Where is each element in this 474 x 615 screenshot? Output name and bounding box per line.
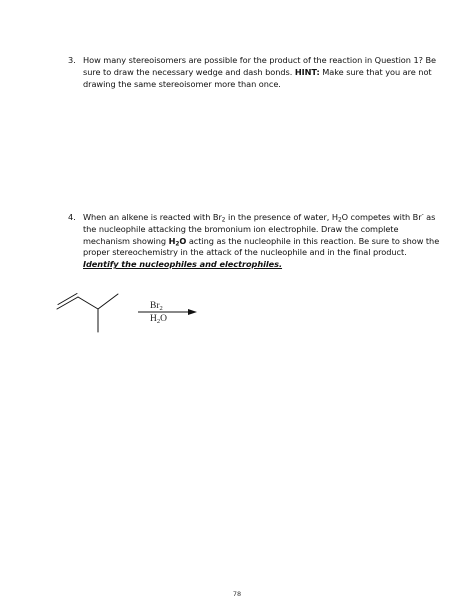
q4-l3-b: acting as the nucleophile in this reaction. Be sure to show the [186, 235, 440, 246]
q4-l1-c: O competes with Br [341, 212, 422, 222]
page-number: 78 [232, 590, 242, 598]
reagent-br-sub: 2 [159, 305, 163, 312]
reagent-water [150, 314, 167, 325]
q4-l1-d: as [423, 212, 436, 222]
question-3-line-2-start: sure to draw the necessary wedge and dash bonds. [83, 66, 295, 77]
reagent-bromine [150, 301, 163, 312]
question-3-line-3: drawing the same stereoisomer more than once. [83, 78, 281, 89]
reagent-h: H [150, 314, 157, 324]
bond-c3-methyl [98, 294, 118, 309]
question-3-line-2-end: Make sure that you are not [319, 66, 432, 77]
q4-l3-o: O [179, 235, 187, 246]
q4-l3-a: mechanism showing [83, 235, 169, 246]
q4-l3-sub: 2 [175, 241, 180, 248]
reagent-h-sub: 2 [156, 318, 161, 325]
q4-l1-sub2: 2 [337, 217, 342, 224]
q4-l1-sub: 2 [221, 217, 226, 224]
question-4-number: 4. [68, 212, 76, 222]
alkene-structure [57, 294, 118, 333]
question-4-line-4: proper stereochemistry in the attack of the nucleophile and in the final product. [83, 247, 407, 258]
arrow-head [188, 309, 197, 315]
reagent-o: O [160, 314, 167, 324]
question-3-line-1: How many stereoisomers are possible for the product of the reaction in Question 1? Be [83, 55, 437, 65]
q4-l3-h: H [168, 235, 176, 246]
question-4-line-2: the nucleophile attacking the bromonium ion electrophile. Draw the complete [83, 223, 399, 234]
question-3-number: 3. [68, 55, 76, 65]
q4-l1-sup: - [421, 212, 424, 219]
reagent-br: Br [150, 301, 160, 311]
reaction-arrow [138, 309, 197, 315]
question-4-instruction: Identify the nucleophiles and electrophiles. [83, 259, 283, 270]
q4-l1-b: in the presence of water, H [225, 212, 338, 222]
bond-c2-c3 [78, 297, 98, 309]
q4-l1-a: When an alkene is reacted with Br [83, 212, 222, 222]
hint-label: HINT: [294, 66, 320, 77]
